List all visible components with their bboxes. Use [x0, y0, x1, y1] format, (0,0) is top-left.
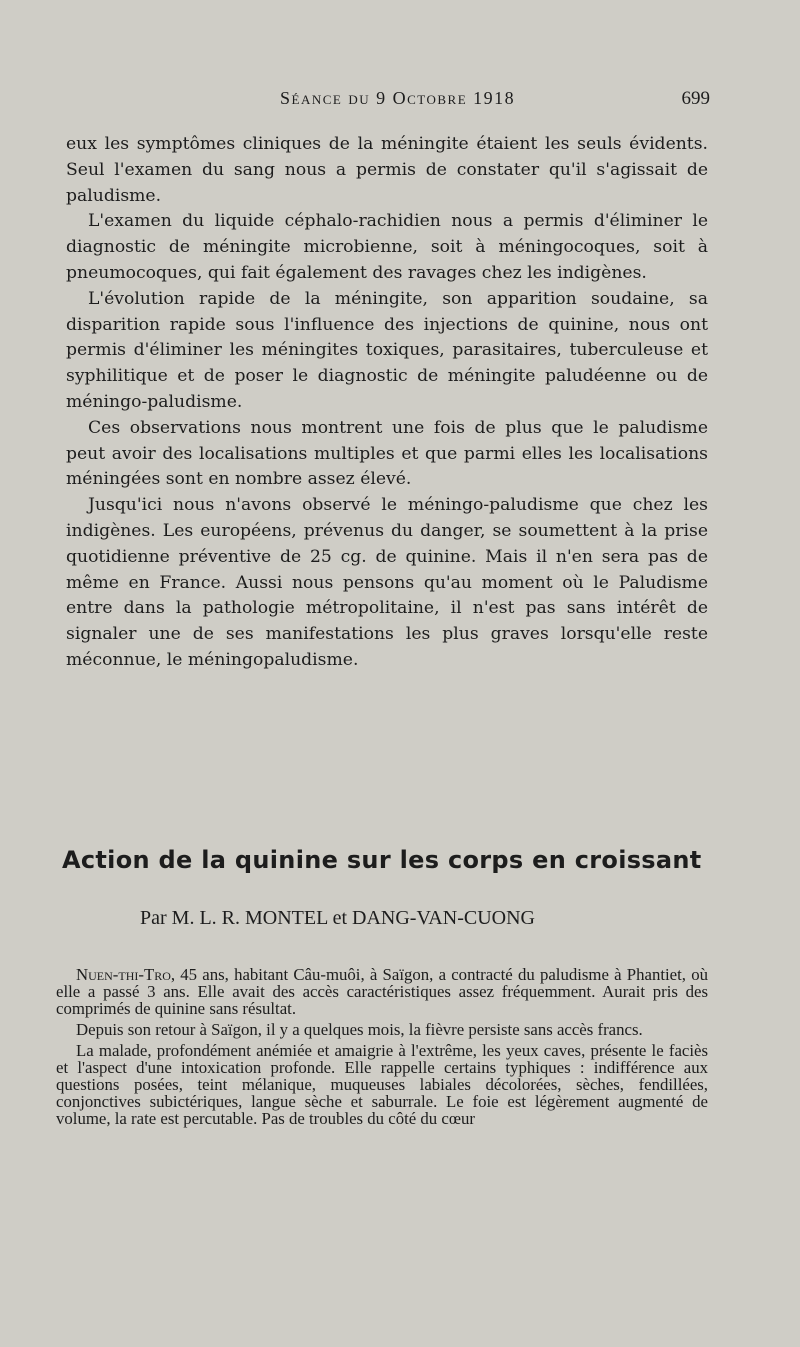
patient-name: Nuen-thi-Tro,	[76, 965, 176, 984]
paragraph: Ces observations nous montrent une fois de plus que le paludisme peut avoir des localisations multiples et que parmi elles les localisations méningées sont en nombre assez élevé.	[66, 417, 708, 490]
case-report	[56, 966, 708, 1131]
paragraph: Jusqu'ici nous n'avons observé le méningo-paludisme que chez les indigènes. Les européens, prévenus du danger, se soumettent à la prise quotidienne préventive de 25 cg. de quinine. Mais il n'en sera pas de même en France. Aussi nous pensons qu'au moment où le Paludisme entre dans la pathologie métropolitaine, il n'est pas sans intérêt de signaler une de ses manifestations les plus graves lorsqu'elle reste méconnue, le méningopaludisme.	[66, 495, 708, 670]
paragraph: La malade, profondément anémiée et amaigrie à l'extrême, les yeux caves, présente le faciès et l'aspect d'une intoxication profonde. Elle rappelle certains typhiques : indifférence aux questions posées, teint mélanique, muqueuses labiales décolorées, sèches, fendillées, conjonctives subictériques, langue sèche et saburrale. Le foie est légèrement augmenté de volume, la rate est percutable. Pas de troubles du côté du cœur	[56, 1041, 708, 1128]
article-title: Action de la quinine sur les corps en croissant	[62, 846, 702, 874]
byline: Par M. L. R. MONTEL et DANG-VAN-CUONG	[140, 907, 535, 929]
paragraph-text: 45 ans, habitant Câu-muôi, à Saïgon, a contracté du paludisme à Phantiet, où elle a passé 3 ans. Elle avait des accès caractéristiques assez fréquemment. Aurait pris des comprimés de quinine sans résultat.	[56, 965, 708, 1018]
paragraph	[56, 966, 708, 1017]
paragraph: Depuis son retour à Saïgon, il y a quelques mois, la fièvre persiste sans accès francs.	[76, 1020, 643, 1039]
body-text	[66, 132, 708, 674]
running-title: Séance du 9 Octobre 1918	[280, 88, 516, 108]
paragraph: L'évolution rapide de la méningite, son apparition soudaine, sa disparition rapide sous l'influence des injections de quinine, nous ont permis d'éliminer les méningites toxiques, parasitaires, tuberculeuse et syphilitique et de poser le diagnostic de méningite paludéenne ou de méningo-paludisme.	[66, 288, 708, 412]
page-number: 699	[681, 88, 710, 109]
paragraph: eux les symptômes cliniques de la méningite étaient les seuls évidents. Seul l'examen du sang nous a permis de constater qu'il s'agissait de paludisme.	[66, 134, 708, 206]
paragraph: L'examen du liquide céphalo-rachidien nous a permis d'éliminer le diagnostic de méningite microbienne, soit à méningocoques, soit à pneumocoques, qui fait également des ravages chez les indigènes.	[66, 211, 708, 283]
